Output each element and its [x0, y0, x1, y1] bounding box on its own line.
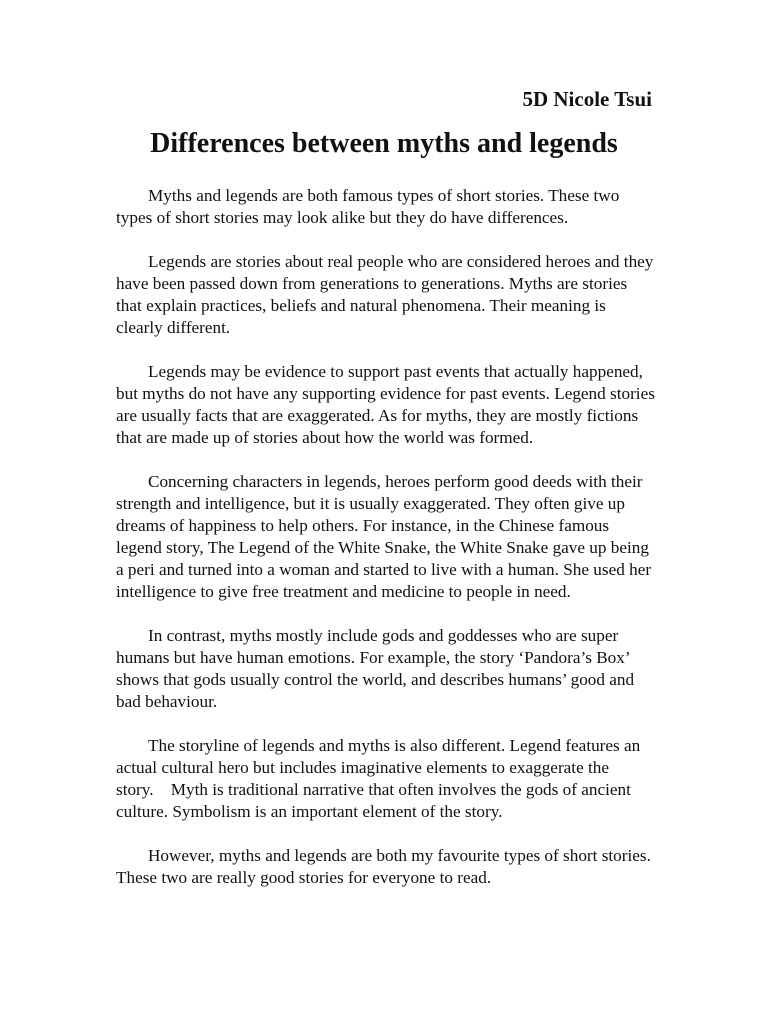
paragraph-1: Myths and legends are both famous types of short stories. These two types of short stories may look alike but they do have differences. — [116, 186, 620, 227]
document-body — [116, 185, 656, 911]
paragraph-2: Legends are stories about real people who are considered heroes and they have been passed down from generations to generations. Myths are stories that explain practices, beliefs and natural phenomena. Their meaning is clearly different. — [116, 252, 654, 337]
paragraph-6: The storyline of legends and myths is also different. Legend features an actual cultural hero but includes imaginative elements to exaggerate the story. Myth is traditional narrative that often involves the gods of ancient culture. Symbolism is an important element of the story. — [116, 736, 641, 821]
author-line: 5D Nicole Tsui — [522, 87, 652, 111]
paragraph-4: Concerning characters in legends, heroes perform good deeds with their strength and intelligence, but it is usually exaggerated. They often give up dreams of happiness to help others. For instance, in the Chinese famous legend story, The Legend of the White Snake, the White Snake gave up being a peri and turned into a woman and started to live with a human. She used her intelligence to give free treatment and medicine to people in need. — [116, 472, 652, 601]
document-title: Differences between myths and legends — [150, 128, 618, 159]
paragraph-7: However, myths and legends are both my favourite types of short stories. These two are really good stories for everyone to read. — [116, 846, 651, 887]
paragraph-3: Legends may be evidence to support past events that actually happened, but myths do not have any supporting evidence for past events. Legend stories are usually facts that are exaggerated. As for myths, they are mostly fictions that are made up of stories about how the world was formed. — [116, 362, 655, 447]
paragraph-5: In contrast, myths mostly include gods and goddesses who are super humans but have human emotions. For example, the story ‘Pandora’s Box’ shows that gods usually control the world, and describes humans’ good and bad behaviour. — [116, 626, 635, 711]
